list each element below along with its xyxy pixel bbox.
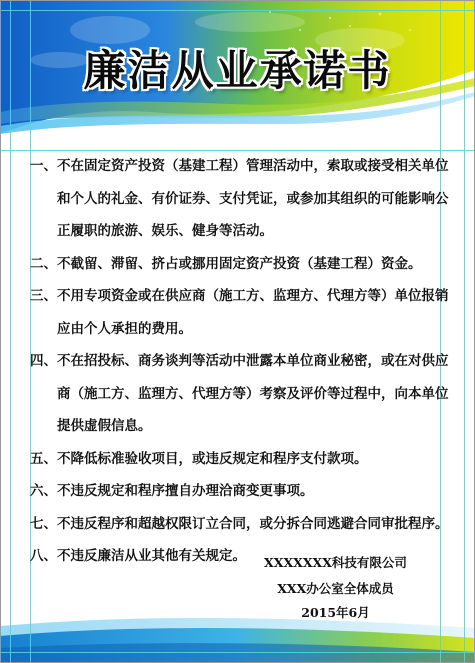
clause-number: 七、	[30, 515, 57, 532]
clause-number: 八、	[30, 548, 57, 564]
page-title: 廉洁从业承诺书	[83, 46, 392, 95]
signature-company: XXXXXXX科技有限公司	[264, 555, 407, 570]
clause-number: 二、	[30, 255, 57, 272]
clause-number: 六、	[30, 483, 57, 499]
signature-date: 2015年6月	[301, 605, 370, 620]
clause-item	[30, 443, 455, 476]
clause-text: 不用专项资金或在供应商（施工方、监理方、代理方等）单位报销应由个人承担的费用。	[57, 288, 449, 337]
clause-number: 五、	[30, 450, 57, 467]
clause-item	[30, 508, 455, 541]
clause-item	[30, 248, 455, 281]
clause-item	[30, 345, 455, 443]
clause-text: 不违反规定和程序擅自办理洽商变更事项。	[57, 483, 314, 499]
clause-text: 不违反廉洁从业其他有关规定。	[57, 548, 246, 564]
signature-office: XXX办公室全体成员	[277, 581, 394, 596]
clause-number: 三、	[30, 288, 57, 304]
clause-text: 不违反程序和超越权限订立合同，或分拆合同逃避合同审批程序。	[57, 515, 449, 532]
clause-text: 不截留、滞留、挤占或挪用固定资产投资（基建工程）资金。	[57, 255, 422, 272]
clause-number: 一、	[30, 158, 57, 174]
clause-item	[30, 280, 455, 345]
clause-number: 四、	[30, 353, 57, 369]
clause-list	[30, 150, 455, 573]
clause-item	[30, 475, 455, 508]
clause-text: 不在固定资产投资（基建工程）管理活动中，索取或接受相关单位和个人的礼金、有价证券、支付凭证，或参加其组织的可能影响公正履职的旅游、娱乐、健身等活动。	[57, 158, 449, 239]
clause-text: 不在招投标、商务谈判等活动中泄露本单位商业秘密，或在对供应商（施工方、监理方、代理方等）考察及评价等过程中，向本单位提供虚假信息。	[57, 353, 449, 434]
clause-item	[30, 150, 455, 248]
clause-text: 不降低标准验收项目，或违反规定和程序支付款项。	[57, 450, 368, 467]
